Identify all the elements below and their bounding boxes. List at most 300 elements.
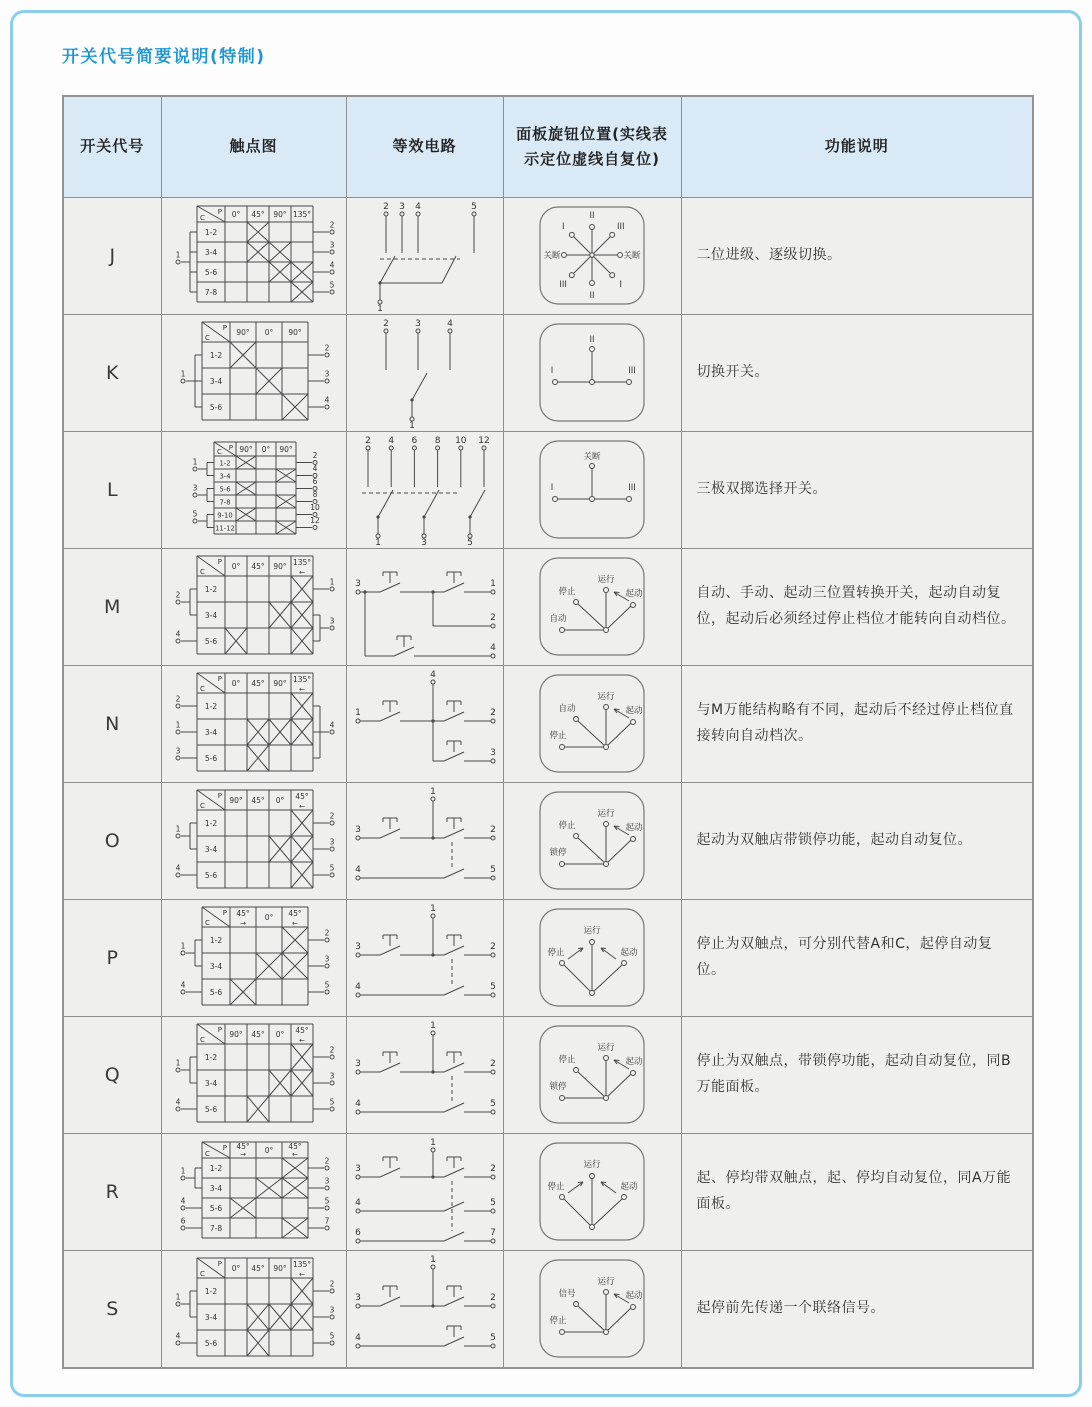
equivalent-circuit-cell [346,783,503,900]
panel-knob-diagram [534,671,650,777]
svg-text:3-4: 3-4 [204,844,217,854]
equivalent-circuit [349,550,501,664]
svg-text:C: C [199,1036,205,1044]
svg-text:4: 4 [180,1196,185,1206]
svg-text:2: 2 [329,811,334,821]
svg-text:←: ← [298,568,305,577]
svg-text:起动: 起动 [625,1291,643,1301]
equivalent-circuit-cell [346,198,503,315]
table-row-n [63,666,1033,783]
svg-text:5: 5 [489,865,496,875]
svg-text:45°: 45° [294,792,309,801]
contact-diagram [180,436,328,544]
svg-text:P: P [217,208,222,216]
svg-text:7-8: 7-8 [218,498,231,507]
panel-knob-diagram [534,905,650,1011]
svg-text:锁停: 锁停 [549,848,567,858]
svg-text:起动: 起动 [625,1057,643,1067]
svg-text:停止: 停止 [549,1316,567,1326]
svg-text:1: 1 [180,369,185,379]
equivalent-circuit [349,901,501,1015]
svg-text:停止: 停止 [549,731,567,741]
contact-diagram-cell [161,1134,346,1251]
svg-text:5: 5 [489,1099,496,1109]
panel-position-cell [503,549,681,666]
svg-text:C: C [204,334,210,342]
table-row-s [63,1251,1033,1369]
svg-text:C: C [199,214,205,222]
svg-text:2: 2 [489,708,496,718]
svg-text:0°: 0° [261,445,270,454]
table-row-j [63,198,1033,315]
svg-text:1: 1 [329,577,334,587]
svg-text:P: P [217,675,222,683]
svg-text:运行: 运行 [597,575,615,585]
svg-text:II: II [589,211,595,221]
svg-text:起动: 起动 [625,706,643,716]
contact-diagram-cell [161,1017,346,1134]
svg-text:3-4: 3-4 [204,1078,217,1088]
header-contact-diagram: 触点图 [161,96,346,198]
svg-text:4: 4 [354,1198,361,1208]
contact-diagram-cell [161,198,346,315]
svg-text:→: → [239,919,246,928]
contact-diagram [163,667,345,781]
equivalent-circuit [349,1252,501,1366]
svg-text:3: 3 [324,369,329,379]
svg-text:运行: 运行 [597,1043,615,1053]
panel-position-cell [503,432,681,549]
svg-text:5: 5 [470,202,477,212]
function-description: 切换开关。 [681,315,1033,432]
switch-code: L [63,432,161,549]
svg-text:8: 8 [312,490,317,499]
svg-text:90°: 90° [272,562,287,571]
svg-text:锁停: 锁停 [549,1082,567,1092]
equivalent-circuit [349,1135,501,1249]
svg-text:7-8: 7-8 [204,287,217,297]
svg-text:4: 4 [175,863,180,873]
svg-text:0°: 0° [231,1264,240,1273]
svg-text:5: 5 [466,538,473,547]
svg-text:5: 5 [324,980,329,990]
svg-text:5-6: 5-6 [209,402,222,412]
svg-text:5: 5 [192,509,197,519]
svg-text:1-2: 1-2 [204,701,217,711]
svg-text:5: 5 [324,1196,329,1206]
svg-text:I: I [550,366,554,376]
equivalent-circuit-cell [346,666,503,783]
svg-text:1: 1 [408,421,415,430]
svg-text:←: ← [298,1270,305,1279]
header-equivalent-circuit: 等效电路 [346,96,503,198]
svg-text:3: 3 [324,1176,329,1186]
svg-text:1: 1 [175,824,180,834]
svg-text:12: 12 [477,436,490,446]
svg-text:0°: 0° [275,1030,284,1039]
svg-text:P: P [217,1260,222,1268]
function-description: 起、停均带双触点，起、停均自动复位，同A万能面板。 [681,1134,1033,1251]
svg-text:运行: 运行 [597,692,615,702]
svg-text:9-10: 9-10 [216,511,233,520]
svg-text:P: P [222,909,227,917]
svg-text:1: 1 [175,1058,180,1068]
svg-text:1: 1 [429,1138,436,1148]
svg-text:3: 3 [329,616,334,626]
svg-text:3: 3 [175,746,180,756]
svg-text:停止: 停止 [547,1182,565,1192]
svg-text:1-2: 1-2 [209,350,222,360]
svg-text:P: P [228,444,233,452]
equivalent-circuit [349,667,501,781]
contact-diagram [168,901,340,1015]
svg-text:3: 3 [192,483,197,493]
svg-text:10: 10 [309,503,320,512]
svg-text:3: 3 [354,579,361,589]
svg-text:←: ← [291,919,298,928]
table-row-l [63,432,1033,549]
svg-text:1: 1 [429,787,436,797]
svg-text:1: 1 [175,720,180,730]
panel-position-cell [503,1017,681,1134]
svg-text:停止: 停止 [547,948,565,958]
svg-text:4: 4 [180,980,185,990]
table-row-r [63,1134,1033,1251]
svg-text:2: 2 [364,436,371,446]
function-description: 与M万能结构略有不同，起动后不经过停止档位直接转向自动档次。 [681,666,1033,783]
panel-knob-diagram [534,203,650,309]
svg-text:5: 5 [329,863,334,873]
svg-text:135°: 135° [292,1260,311,1269]
svg-text:3: 3 [414,319,421,329]
svg-text:1-2: 1-2 [204,1052,217,1062]
svg-text:0°: 0° [264,1146,273,1155]
svg-text:1: 1 [354,708,361,718]
panel-position-cell [503,900,681,1017]
svg-text:1-2: 1-2 [204,227,217,237]
svg-text:2: 2 [324,1156,329,1166]
contact-diagram [168,316,340,430]
contact-diagram-cell [161,549,346,666]
svg-text:P: P [222,324,227,332]
svg-text:1: 1 [175,1292,180,1302]
header-panel-line2: 示定位虚线自复位) [524,150,660,168]
svg-text:0°: 0° [231,679,240,688]
svg-text:45°: 45° [235,1142,250,1151]
svg-text:1: 1 [489,579,496,589]
switch-code: J [63,198,161,315]
table-row-p [63,900,1033,1017]
equivalent-circuit [350,316,500,430]
panel-position-cell [503,783,681,900]
svg-text:4: 4 [414,202,421,212]
svg-text:起动: 起动 [625,589,643,599]
svg-text:4: 4 [324,395,329,405]
panel-position-cell [503,1134,681,1251]
svg-text:4: 4 [329,720,334,730]
table-row-q [63,1017,1033,1134]
svg-text:←: ← [291,1150,298,1159]
svg-text:3: 3 [329,837,334,847]
svg-text:90°: 90° [287,328,302,337]
svg-text:3: 3 [354,1059,361,1069]
panel-knob-diagram [534,554,650,660]
svg-text:4: 4 [354,865,361,875]
contact-diagram-cell [161,1251,346,1369]
function-description: 自动、手动、起动三位置转换开关，起动自动复位，起动后必须经过停止档位才能转向自动档位。 [681,549,1033,666]
svg-text:C: C [199,685,205,693]
contact-diagram-cell [161,666,346,783]
svg-text:45°: 45° [250,796,265,805]
svg-text:2: 2 [489,825,496,835]
svg-text:2: 2 [175,694,180,704]
svg-text:C: C [199,802,205,810]
svg-text:3-4: 3-4 [209,1183,222,1193]
header-function: 功能说明 [681,96,1033,198]
contact-diagram-cell [161,315,346,432]
svg-text:C: C [199,1270,205,1278]
panel-knob-diagram [534,1139,650,1245]
svg-text:4: 4 [354,982,361,992]
svg-text:45°: 45° [250,210,265,219]
svg-text:5-6: 5-6 [209,1203,222,1213]
svg-text:3: 3 [329,240,334,250]
svg-text:90°: 90° [228,796,243,805]
svg-text:6: 6 [354,1228,361,1238]
svg-text:3: 3 [398,202,405,212]
panel-knob-diagram [534,437,650,543]
svg-text:4: 4 [175,1331,180,1341]
function-description: 二位进级、逐级切换。 [681,198,1033,315]
function-description: 三极双掷选择开关。 [681,432,1033,549]
svg-text:4: 4 [387,436,394,446]
svg-text:5-6: 5-6 [204,870,217,880]
svg-text:II: II [589,335,595,345]
svg-text:4: 4 [354,1333,361,1343]
svg-text:1-2: 1-2 [204,818,217,828]
svg-text:←: ← [298,1036,305,1045]
contact-diagram-cell [161,783,346,900]
svg-text:5: 5 [489,1333,496,1343]
svg-text:45°: 45° [250,1264,265,1273]
svg-text:90°: 90° [272,679,287,688]
svg-text:4: 4 [429,670,436,680]
svg-text:1: 1 [180,941,185,951]
equivalent-circuit [350,199,500,313]
svg-text:5: 5 [329,1331,334,1341]
svg-text:运行: 运行 [583,926,601,936]
svg-text:45°: 45° [287,909,302,918]
equivalent-circuit-cell [346,900,503,1017]
equivalent-circuit-cell [346,315,503,432]
svg-text:7: 7 [489,1228,496,1238]
svg-text:3-4: 3-4 [204,727,217,737]
svg-text:4: 4 [446,319,453,329]
contact-diagram [163,784,345,898]
svg-text:停止: 停止 [558,1055,576,1065]
svg-text:停止: 停止 [558,821,576,831]
panel-knob-diagram [534,1256,650,1362]
table-header-row [63,96,1033,198]
svg-text:2: 2 [489,1293,496,1303]
svg-text:I: I [561,222,565,233]
switch-code-table [62,95,1034,1369]
svg-text:0°: 0° [275,796,284,805]
svg-text:5: 5 [329,280,334,290]
panel-position-cell [503,198,681,315]
svg-text:0°: 0° [264,328,273,337]
equivalent-circuit-cell [346,1251,503,1369]
svg-text:10: 10 [454,436,467,446]
svg-text:2: 2 [329,1045,334,1055]
contact-diagram-cell [161,432,346,549]
svg-text:P: P [217,558,222,566]
panel-position-cell [503,315,681,432]
panel-position-cell [503,1251,681,1369]
svg-text:2: 2 [329,220,334,230]
header-panel-line1: 面板旋钮位置(实线表 [516,124,668,143]
svg-text:3: 3 [329,1305,334,1315]
svg-text:4: 4 [175,629,180,639]
svg-text:5-6: 5-6 [204,636,217,646]
equivalent-circuit [349,1018,501,1132]
function-description: 起动为双触店带锁停功能，起动自动复位。 [681,783,1033,900]
svg-text:3: 3 [329,1071,334,1081]
svg-text:1: 1 [429,1021,436,1031]
svg-text:4: 4 [312,464,317,473]
svg-text:1-2: 1-2 [218,459,231,468]
svg-text:4: 4 [175,1097,180,1107]
svg-text:P: P [222,1144,227,1152]
svg-text:3-4: 3-4 [209,961,222,971]
svg-text:3-4: 3-4 [204,247,217,257]
svg-text:90°: 90° [228,1030,243,1039]
svg-text:C: C [204,1150,210,1158]
header-panel-position [503,96,681,198]
svg-text:1: 1 [180,1166,185,1176]
svg-text:45°: 45° [250,562,265,571]
svg-text:45°: 45° [250,1030,265,1039]
svg-text:90°: 90° [272,210,287,219]
svg-text:5-6: 5-6 [209,987,222,997]
svg-text:关断: 关断 [543,251,561,261]
svg-text:3: 3 [354,942,361,952]
svg-text:3-4: 3-4 [204,610,217,620]
svg-text:5: 5 [489,1198,496,1208]
svg-text:←: ← [298,685,305,694]
svg-text:2: 2 [312,451,317,460]
svg-text:关断: 关断 [623,251,641,261]
svg-text:III: III [628,483,636,493]
svg-text:3: 3 [420,538,427,547]
svg-text:1: 1 [175,250,180,260]
svg-text:45°: 45° [294,1026,309,1035]
switch-code: N [63,666,161,783]
svg-text:3-4: 3-4 [204,1312,217,1322]
svg-text:6: 6 [180,1216,185,1226]
svg-text:8: 8 [434,436,440,446]
contact-diagram [163,200,345,312]
svg-text:4: 4 [354,1099,361,1109]
svg-text:12: 12 [309,516,320,525]
svg-text:3: 3 [354,1164,361,1174]
table-row-m [63,549,1033,666]
contact-diagram [163,1018,345,1132]
svg-text:3: 3 [354,825,361,835]
svg-text:P: P [217,1026,222,1034]
switch-code: Q [63,1017,161,1134]
svg-text:III: III [628,366,636,376]
svg-text:1-2: 1-2 [209,1163,222,1173]
svg-text:2: 2 [329,1279,334,1289]
svg-text:I: I [550,483,554,493]
svg-text:2: 2 [324,343,329,353]
svg-text:0°: 0° [231,210,240,219]
svg-text:135°: 135° [292,210,311,219]
svg-text:5-6: 5-6 [204,267,217,277]
svg-text:2: 2 [382,319,389,329]
switch-code: P [63,900,161,1017]
function-description: 停止为双触点，带锁停功能，起动自动复位，同B万能面板。 [681,1017,1033,1134]
svg-text:90°: 90° [238,445,253,454]
equivalent-circuit-cell [346,1134,503,1251]
svg-text:1: 1 [429,1255,436,1265]
svg-text:0°: 0° [264,913,273,922]
svg-text:C: C [204,919,210,927]
svg-text:运行: 运行 [583,1160,601,1170]
svg-text:3-4: 3-4 [209,376,222,386]
svg-text:7: 7 [324,1216,329,1226]
svg-text:5: 5 [329,1097,334,1107]
table-row-o [63,783,1033,900]
svg-text:45°: 45° [235,909,250,918]
equivalent-circuit [349,784,501,898]
svg-text:135°: 135° [292,675,311,684]
svg-text:5-6: 5-6 [204,1338,217,1348]
svg-text:1: 1 [376,304,383,313]
svg-text:6: 6 [411,436,417,446]
svg-text:起动: 起动 [620,948,638,958]
svg-text:3-4: 3-4 [218,472,231,481]
contact-diagram-cell [161,900,346,1017]
svg-text:90°: 90° [235,328,250,337]
svg-text:5-6: 5-6 [204,753,217,763]
panel-position-cell [503,666,681,783]
switch-code: K [63,315,161,432]
svg-text:3: 3 [489,748,496,758]
equivalent-circuit [350,433,500,547]
svg-text:1: 1 [192,457,197,467]
page-title: 开关代号简要说明(特制) [62,47,266,67]
svg-text:2: 2 [489,1164,496,1174]
svg-text:90°: 90° [278,445,293,454]
svg-text:1-2: 1-2 [209,935,222,945]
svg-text:自动: 自动 [558,704,576,714]
svg-text:90°: 90° [272,1264,287,1273]
panel-knob-diagram [534,1022,650,1128]
svg-text:11-12: 11-12 [214,524,235,533]
switch-code: O [63,783,161,900]
svg-text:5-6: 5-6 [204,1104,217,1114]
function-description: 起停前先传递一个联络信号。 [681,1251,1033,1369]
header-switch-code: 开关代号 [63,96,161,198]
svg-text:自动: 自动 [549,614,567,624]
svg-text:7-8: 7-8 [209,1223,222,1233]
svg-text:I: I [619,279,623,290]
svg-text:C: C [216,448,222,456]
contact-diagram [163,1252,345,1366]
svg-text:II: II [589,291,595,301]
